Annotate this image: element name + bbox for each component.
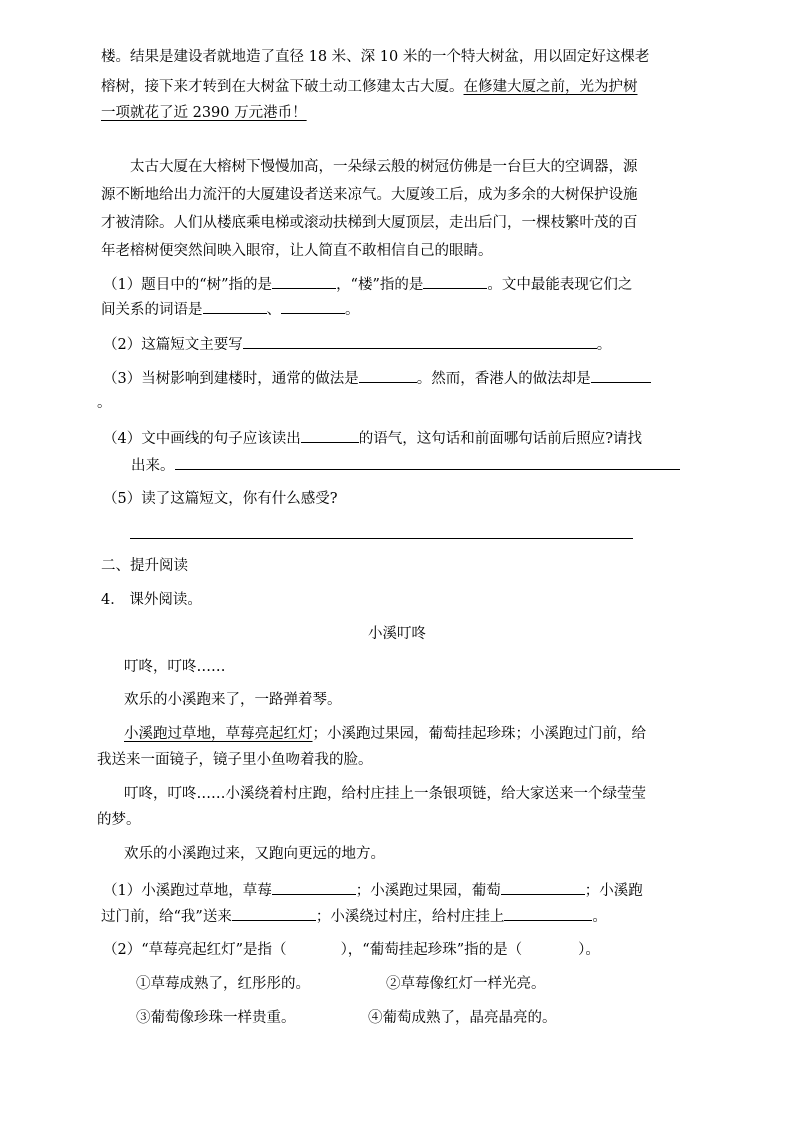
passage-line	[97, 750, 373, 770]
option-2	[386, 974, 546, 994]
passage-text: 叮咚，叮咚……	[124, 659, 226, 675]
passage-line	[124, 690, 342, 710]
passage-line	[101, 77, 638, 97]
answer-blank[interactable]	[272, 880, 356, 895]
passage-text: 叮咚，叮咚……小溪绕着村庄跑，给村庄挂上一条银项链，给大家送来一个绿莹莹	[124, 786, 646, 802]
question-text: （3）当树影响到建楼时，通常的做法是	[103, 371, 359, 387]
question-text: （1）题目中的“树”指的是	[103, 277, 273, 293]
passage-line	[101, 185, 638, 205]
question-3-cont	[97, 393, 112, 413]
question-text: ；小溪跑	[584, 883, 643, 899]
passage-line	[101, 241, 493, 261]
question-5	[103, 489, 338, 509]
underlined-sentence: 在修建大厦之前，光为护树	[463, 79, 638, 95]
question-text: （2）“草莓亮起红灯”是指（	[103, 942, 287, 958]
question-2-2	[103, 940, 600, 960]
question-text: 间关系的词语是	[101, 302, 203, 318]
option-text: ②草莓像红灯一样光亮。	[386, 976, 546, 992]
answer-blank[interactable]	[243, 334, 597, 349]
passage-line	[124, 844, 385, 864]
option-3	[136, 1008, 296, 1028]
question-text: 。文中最能表现它们之	[487, 277, 633, 293]
answer-blank[interactable]	[272, 274, 336, 289]
option-text: ③葡萄像珍珠一样贵重。	[136, 1010, 296, 1026]
answer-blank[interactable]	[203, 299, 267, 314]
answer-blank[interactable]	[175, 455, 680, 470]
passage-text: 源不断地给出力流汗的大厦建设者送来凉气。大厦竣工后，成为多余的大树保护设施	[101, 187, 638, 203]
question-text: 的语气，这句话和前面哪句话前后照应?请找	[358, 431, 643, 447]
answer-blank[interactable]	[232, 906, 316, 921]
question-4-cont	[131, 455, 680, 476]
question-text: ；小溪绕过村庄，给村庄挂上	[315, 909, 505, 925]
question-1	[103, 274, 632, 295]
passage-text: 的梦。	[97, 812, 141, 828]
passage-title: 小溪叮咚	[368, 626, 426, 642]
question-3	[103, 368, 651, 389]
question-2-1-cont	[101, 906, 607, 927]
answer-line[interactable]	[130, 538, 633, 539]
item-text: 4． 课外阅读。	[101, 592, 202, 608]
passage-text: 欢乐的小溪跑来了，一路弹着琴。	[124, 692, 342, 708]
passage-text: 楼。结果是建设者就地造了直径 18 米、深 10 米的一个特大树盆，用以固定好这棵老	[101, 49, 650, 65]
passage-line	[97, 810, 141, 830]
answer-blank[interactable]	[423, 274, 487, 289]
question-text: ），“葡萄挂起珍珠”指的是（	[340, 942, 523, 958]
passage-line	[124, 724, 646, 744]
question-text: （2）这篇短文主要写	[103, 337, 243, 353]
option-4	[368, 1008, 557, 1028]
passage-text: 太古大厦在大榕树下慢慢加高，一朵绿云般的树冠仿佛是一台巨大的空调器，源	[130, 159, 638, 175]
passage-line	[101, 213, 638, 233]
question-text: 出来。	[131, 458, 175, 474]
underlined-sentence: 一项就花了近 2390 万元港币！	[101, 105, 307, 121]
passage-line	[101, 47, 649, 67]
question-2-1	[103, 880, 643, 901]
question-text: ；小溪跑过果园，葡萄	[355, 883, 501, 899]
answer-blank[interactable]	[281, 299, 345, 314]
passage-text: 年老榕树便突然间映入眼帘，让人简直不敢相信自己的眼睛。	[101, 243, 493, 259]
passage-text: 榕树，接下来才转到在大树盆下破土动工修建太古大厦。	[101, 79, 464, 95]
passage-line	[101, 103, 307, 123]
question-1-cont	[101, 299, 360, 320]
answer-blank[interactable]	[501, 880, 585, 895]
option-1	[136, 974, 310, 994]
question-text: 。	[97, 395, 112, 411]
question-4	[103, 428, 642, 449]
answer-blank[interactable]	[359, 368, 417, 383]
answer-blank[interactable]	[301, 428, 359, 443]
question-text: 、	[266, 302, 281, 318]
passage-text: ；小溪跑过果园，葡萄挂起珍珠；小溪跑过门前，给	[312, 726, 646, 742]
question-text: ）。	[578, 942, 600, 958]
question-text: ，“楼”指的是	[336, 277, 424, 293]
passage-text: 我送来一面镜子，镜子里小鱼吻着我的脸。	[97, 752, 373, 768]
passage-text: 才被清除。人们从楼底乘电梯或滚动扶梯到大厦顶层，走出后门，一棵枝繁叶茂的百	[101, 215, 638, 231]
heading-text: 二、提升阅读	[101, 558, 188, 574]
question-2	[103, 334, 611, 355]
section-heading	[101, 556, 188, 576]
passage-line	[124, 657, 226, 677]
question-text: 。	[345, 302, 360, 318]
passage-line	[130, 157, 638, 177]
answer-blank[interactable]	[591, 368, 651, 383]
question-text: 。	[596, 337, 612, 353]
question-text: 。然而，香港人的做法却是	[416, 371, 591, 387]
passage-text: 欢乐的小溪跑过来，又跑向更远的地方。	[124, 846, 385, 862]
question-text: （1）小溪跑过草地，草莓	[103, 883, 272, 899]
underlined-sentence: 小溪跑过草地，草莓亮起红灯	[124, 726, 313, 742]
question-text: （5）读了这篇短文，你有什么感受?	[103, 491, 338, 507]
passage-line	[124, 784, 646, 804]
option-text: ④葡萄成熟了，晶亮晶亮的。	[368, 1010, 557, 1026]
question-text: （4）文中画线的句子应该读出	[103, 431, 301, 447]
option-text: ①草莓成熟了，红彤彤的。	[136, 976, 310, 992]
question-text: 过门前，给“我”送来	[101, 909, 232, 925]
item-label	[101, 590, 202, 610]
answer-blank[interactable]	[504, 906, 592, 921]
question-text: 。	[592, 909, 607, 925]
